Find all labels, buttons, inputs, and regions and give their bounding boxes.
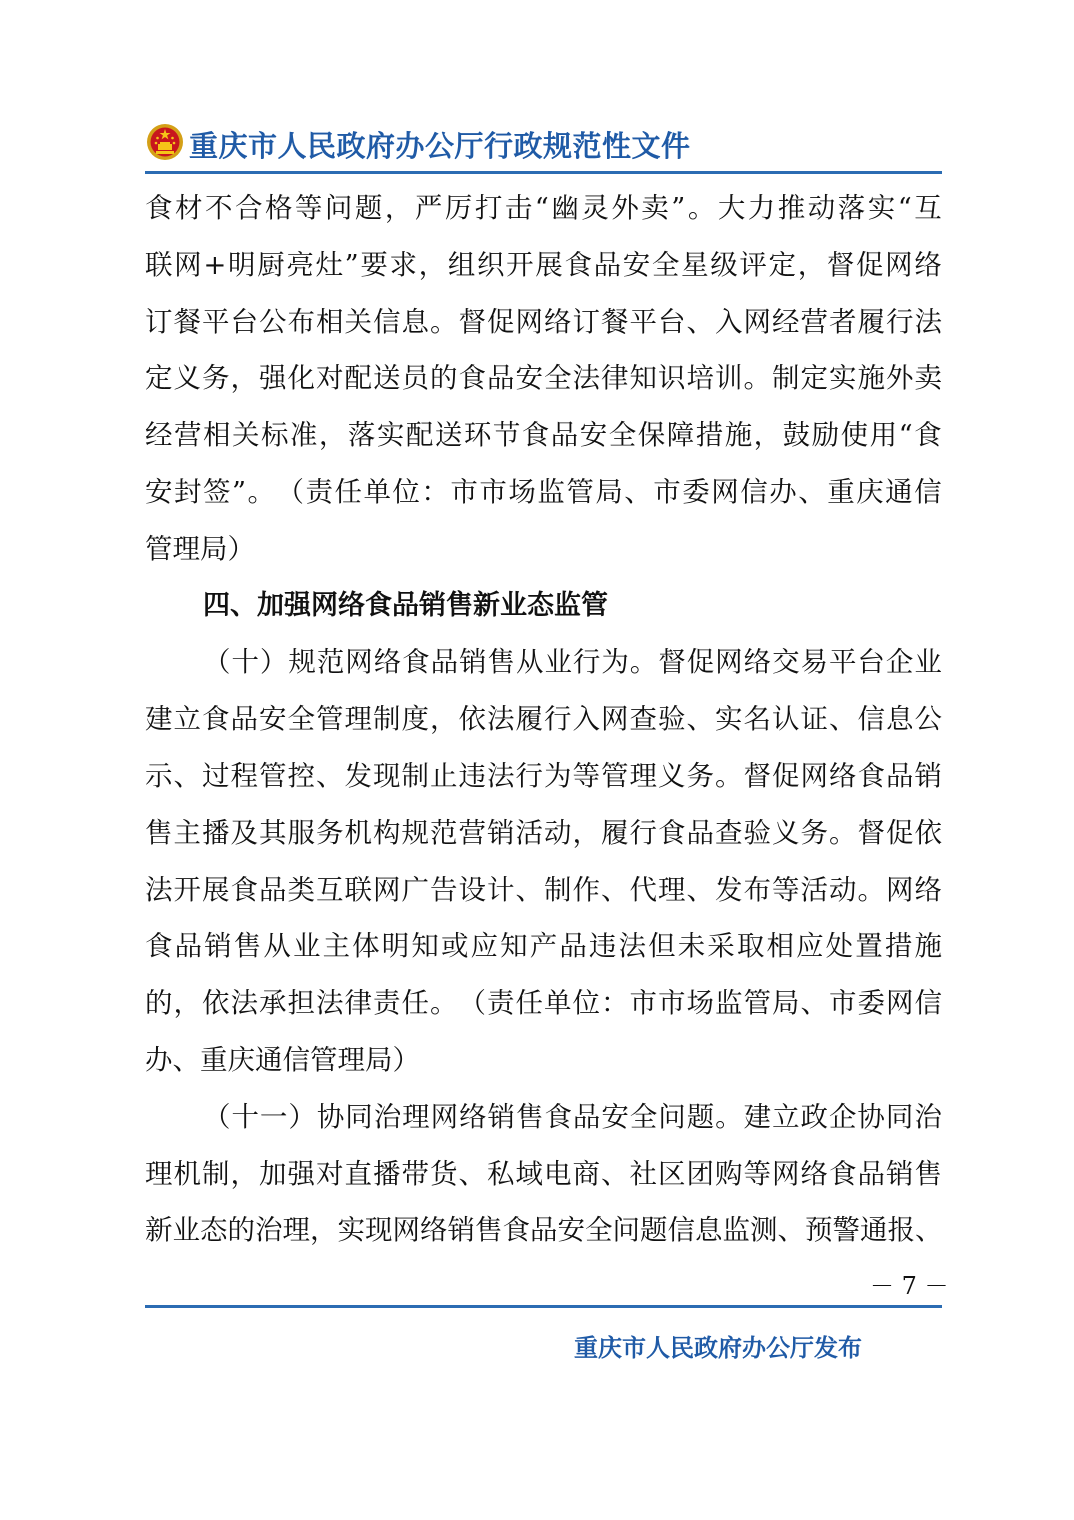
text-line: 订 餐 平 台 公 布 相 关 信 息 。 督 促 网 络 订 餐 平 台 、 入 网 经 营 者 履 行 法 xyxy=(145,305,942,338)
document-body xyxy=(145,180,942,1259)
footer-divider xyxy=(145,1305,942,1308)
text-line: 管理局） xyxy=(145,532,255,565)
text-line: 示 、 过 程 管 控 、 发 现 制 止 违 法 行 为 等 管 理 义 务 。 督 促 网 络 食 品 销 xyxy=(145,759,942,792)
text-line: 经 营 相 关 标 准 ， 落 实 配 送 环 节 食 品 安 全 保 障 措 施 ， 鼓 励 使 用 “ 食 xyxy=(145,419,942,452)
text-line: 食 品 销 售 从 业 主 体 明 知 或 应 知 产 品 违 法 但 未 采 取 相 应 处 置 措 施 xyxy=(145,930,942,963)
text-line: 理 机 制 ， 加 强 对 直 播 带 货 、 私 域 电 商 、 社 区 团 购 等 网 络 食 品 销 售 xyxy=(145,1157,942,1190)
text-line: 新 业 态 的 治 理 ， 实 现 网 络 销 售 食 品 安 全 问 题 信 息 监 测 、 预 警 通 报 、 xyxy=(145,1214,943,1247)
document-header xyxy=(145,120,945,168)
paragraph xyxy=(145,180,942,578)
paragraph xyxy=(145,1089,942,1259)
text-line: 法 开 展 食 品 类 互 联 网 广 告 设 计 、 制 作 、 代 理 、 发 布 等 活 动 。 网 络 xyxy=(145,873,942,906)
page-number: － 7 － xyxy=(870,1272,949,1300)
text-line: 食 材 不 合 格 等 问 题 ， 严 厉 打 击 “ 幽 灵 外 卖 ” 。 大 力 推 动 落 实 “ 互 xyxy=(145,192,942,224)
text-line: 办、重庆通信管理局） xyxy=(145,1043,420,1076)
footer-publisher: 重庆市人民政府办公厅发布 xyxy=(574,1334,862,1362)
paragraph xyxy=(145,634,942,1088)
text-line: 联 网 + 明 厨 亮 灶 ” 要 求 ， 组 织 开 展 食 品 安 全 星 级 评 定 ， 督 促 网 络 xyxy=(145,248,942,281)
section-heading: 四、加强网络食品销售新业态监管 xyxy=(203,589,608,621)
text-line: 建 立 食 品 安 全 管 理 制 度 ， 依 法 履 行 入 网 查 验 、 实 名 认 证 、 信 息 公 xyxy=(145,703,942,736)
text-line: （ 十 一 ） 协 同 治 理 网 络 销 售 食 品 安 全 问 题 。 建 立 政 企 协 同 治 xyxy=(203,1100,942,1133)
header-divider xyxy=(145,171,942,174)
national-emblem-icon xyxy=(145,122,185,162)
text-line: 安 封 签 ” 。 （ 责 任 单 位 ： 市 市 场 监 管 局 、 市 委 网 信 办 、 重 庆 通 信 xyxy=(145,475,942,508)
text-line: 售 主 播 及 其 服 务 机 构 规 范 营 销 活 动 ， 履 行 食 品 查 验 义 务 。 督 促 依 xyxy=(145,816,942,849)
text-line: 的 ， 依 法 承 担 法 律 责 任 。 （ 责 任 单 位 ： 市 市 场 监 管 局 、 市 委 网 信 xyxy=(145,987,942,1020)
text-line: 定 义 务 ， 强 化 对 配 送 员 的 食 品 安 全 法 律 知 识 培 训 。 制 定 实 施 外 卖 xyxy=(145,362,942,395)
header-title: 重庆市人民政府办公厅行政规范性文件 xyxy=(189,129,691,163)
text-line: （ 十 ） 规 范 网 络 食 品 销 售 从 业 行 为 。 督 促 网 络 交 易 平 台 企 业 xyxy=(203,646,942,679)
